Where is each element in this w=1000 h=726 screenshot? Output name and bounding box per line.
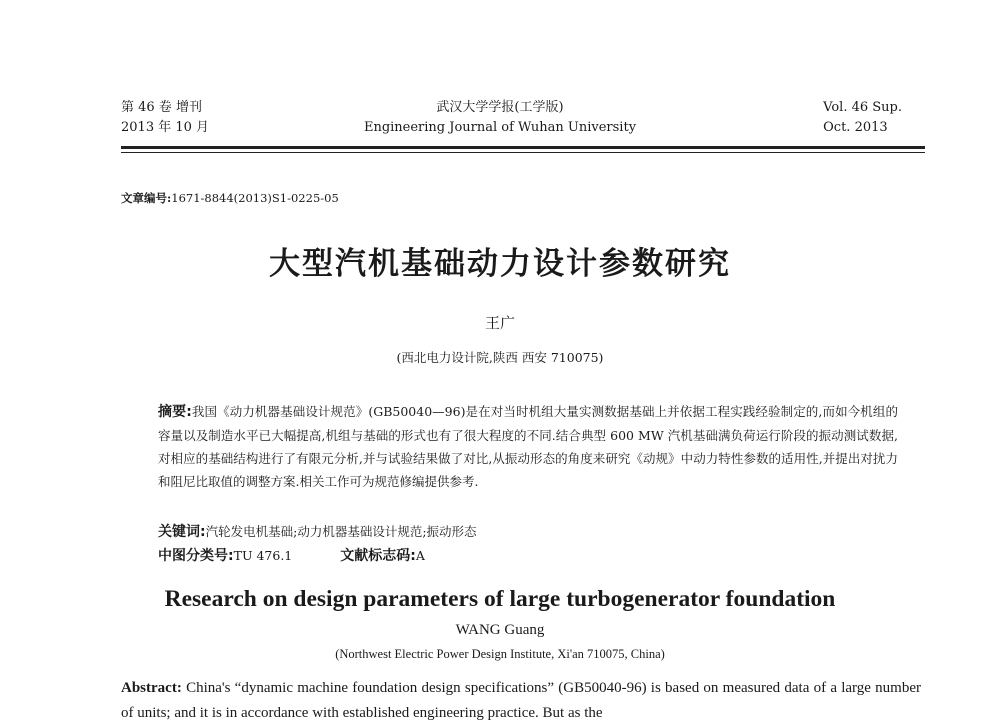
header-rule-thick xyxy=(121,146,925,149)
abstract-en-label: Abstract xyxy=(121,680,177,696)
abstract-en-colon: : xyxy=(176,680,182,696)
article-number xyxy=(121,190,339,206)
keywords-zh-text: 汽轮发电机基础;动力机器基础设计规范;振动形态 xyxy=(205,524,477,539)
header-rule-thin xyxy=(121,152,925,153)
abstract-zh-text: 我国《动力机器基础设计规范》(GB50040—96)是在对当时机组大量实测数据基础上并依据工程实践经验制定的,而如今机组的容量以及制造水平已大幅提高,机组与基础的形式也有了很大程度的不同.结合典型 600 MW 汽机基础满负荷运行阶段的振动测试数据,对相应的基础结构进行了有限元分析,并与试验结果做了对比,从振动形态的角度来研究《动规》中动力特性参数的适用性,并提出对扰力和阻尼比取值的调整方案.相关工作可为规范修编提供参考. xyxy=(158,404,898,489)
header-date-en: Oct. 2013 xyxy=(823,120,888,135)
clc-value: TU 476.1 xyxy=(233,548,293,563)
header-volume: 第 46 卷 增刊 xyxy=(121,100,202,115)
article-number-value: 1671-8844(2013)S1-0225-05 xyxy=(171,191,339,205)
doc-code-label: 文献标志码: xyxy=(340,548,416,564)
author-en: WANG Guang xyxy=(455,622,545,638)
clc-label: 中图分类号: xyxy=(158,548,234,564)
abstract-en xyxy=(121,676,921,726)
article-number-label: 文章编号: xyxy=(121,191,172,205)
header-journal-en: Engineering Journal of Wuhan University xyxy=(363,120,637,135)
classification-zh xyxy=(158,545,425,565)
affiliation-en: (Northwest Electric Power Design Institute, Xi'an 710075, China) xyxy=(335,647,665,661)
abstract-zh xyxy=(158,400,898,493)
affiliation-zh: (西北电力设计院,陕西 西安 710075) xyxy=(396,350,604,365)
header-vol-en: Vol. 46 Sup. xyxy=(823,100,902,115)
abstract-zh-label: 摘要: xyxy=(158,404,192,420)
author-zh: 王广 xyxy=(484,314,515,332)
header-volume-en xyxy=(823,98,902,138)
title-en: Research on design parameters of large turbogenerator foundation xyxy=(164,586,836,612)
header-journal-zh: 武汉大学学报(工学版) xyxy=(436,100,564,115)
keywords-zh-label: 关键词: xyxy=(158,524,206,540)
doc-code-value: A xyxy=(415,548,425,563)
keywords-zh xyxy=(158,521,477,541)
abstract-en-text: China's “dynamic machine foundation design specifications” (GB50040-96) is based on measured data of a large number of units; and it is in accordance with established engineering practice. But as the xyxy=(121,680,921,721)
header-date: 2013 年 10 月 xyxy=(121,120,210,135)
title-zh: 大型汽机基础动力设计参数研究 xyxy=(269,246,731,282)
